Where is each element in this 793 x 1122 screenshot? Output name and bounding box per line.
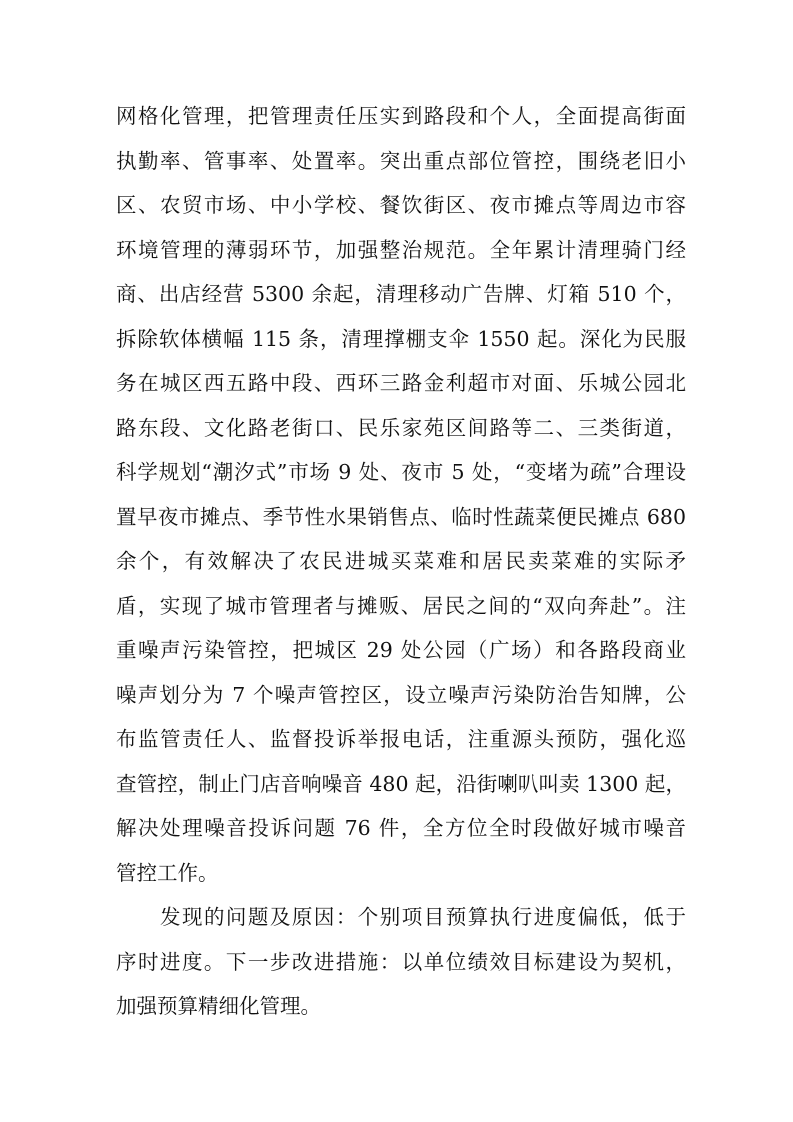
text-line: 路东段、文化路老街口、民乐家苑区间路等二、三类街道， bbox=[116, 415, 686, 440]
text-line: 务在城区西五路中段、西环三路金利超市对面、乐城公园北 bbox=[116, 371, 686, 395]
text-line: 商、出店经营 5300 余起，清理移动广告牌、灯箱 510 个， bbox=[116, 282, 686, 306]
text-line: 环境管理的薄弱环节，加强整治规范。全年累计清理骑门经 bbox=[116, 237, 686, 262]
text-line: 管控工作。 bbox=[116, 860, 219, 885]
text-line: 查管控，制止门店音响噪音 480 起，沿街喇叭叫卖 1300 起， bbox=[116, 771, 686, 796]
text-line: 执勤率、管事率、处置率。突出重点部位管控，围绕老旧小 bbox=[116, 148, 686, 173]
text-line: 解决处理噪音投诉问题 76 件，全方位全时段做好城市噪音 bbox=[116, 816, 686, 840]
text-line: 拆除软体横幅 115 条，清理撑棚支伞 1550 起。深化为民服 bbox=[116, 326, 686, 351]
text-line: 区、农贸市场、中小学校、餐饮街区、夜市摊点等周边市容 bbox=[116, 193, 686, 217]
text-line: 序时进度。下一步改进措施：以单位绩效目标建设为契机， bbox=[116, 949, 686, 974]
text-line: 余个，有效解决了农民进城买菜难和居民卖菜难的实际矛 bbox=[116, 549, 686, 573]
document-body bbox=[116, 94, 686, 1029]
text-line: 重噪声污染管控，把城区 29 处公园（广场）和各路段商业 bbox=[116, 638, 686, 662]
text-line: 加强预算精细化管理。 bbox=[116, 994, 321, 1018]
text-line: 布监管责任人、监督投诉举报电话，注重源头预防，强化巡 bbox=[116, 727, 686, 751]
text-line: 科学规划“潮汐式”市场 9 处、夜市 5 处，“变堵为疏”合理设 bbox=[116, 460, 686, 484]
text-line: 置早夜市摊点、季节性水果销售点、临时性蔬菜便民摊点 680 bbox=[116, 504, 686, 529]
text-line: 噪声划分为 7 个噪声管控区，设立噪声污染防治告知牌，公 bbox=[116, 682, 686, 707]
paragraph-1 bbox=[116, 94, 686, 895]
text-line: 发现的问题及原因：个别项目预算执行进度偏低，低于 bbox=[160, 905, 686, 929]
paragraph-2 bbox=[116, 895, 686, 1029]
text-line: 网格化管理，把管理责任压实到路段和个人，全面提高街面 bbox=[116, 104, 686, 128]
text-line: 盾，实现了城市管理者与摊贩、居民之间的“双向奔赴”。注 bbox=[116, 593, 686, 618]
